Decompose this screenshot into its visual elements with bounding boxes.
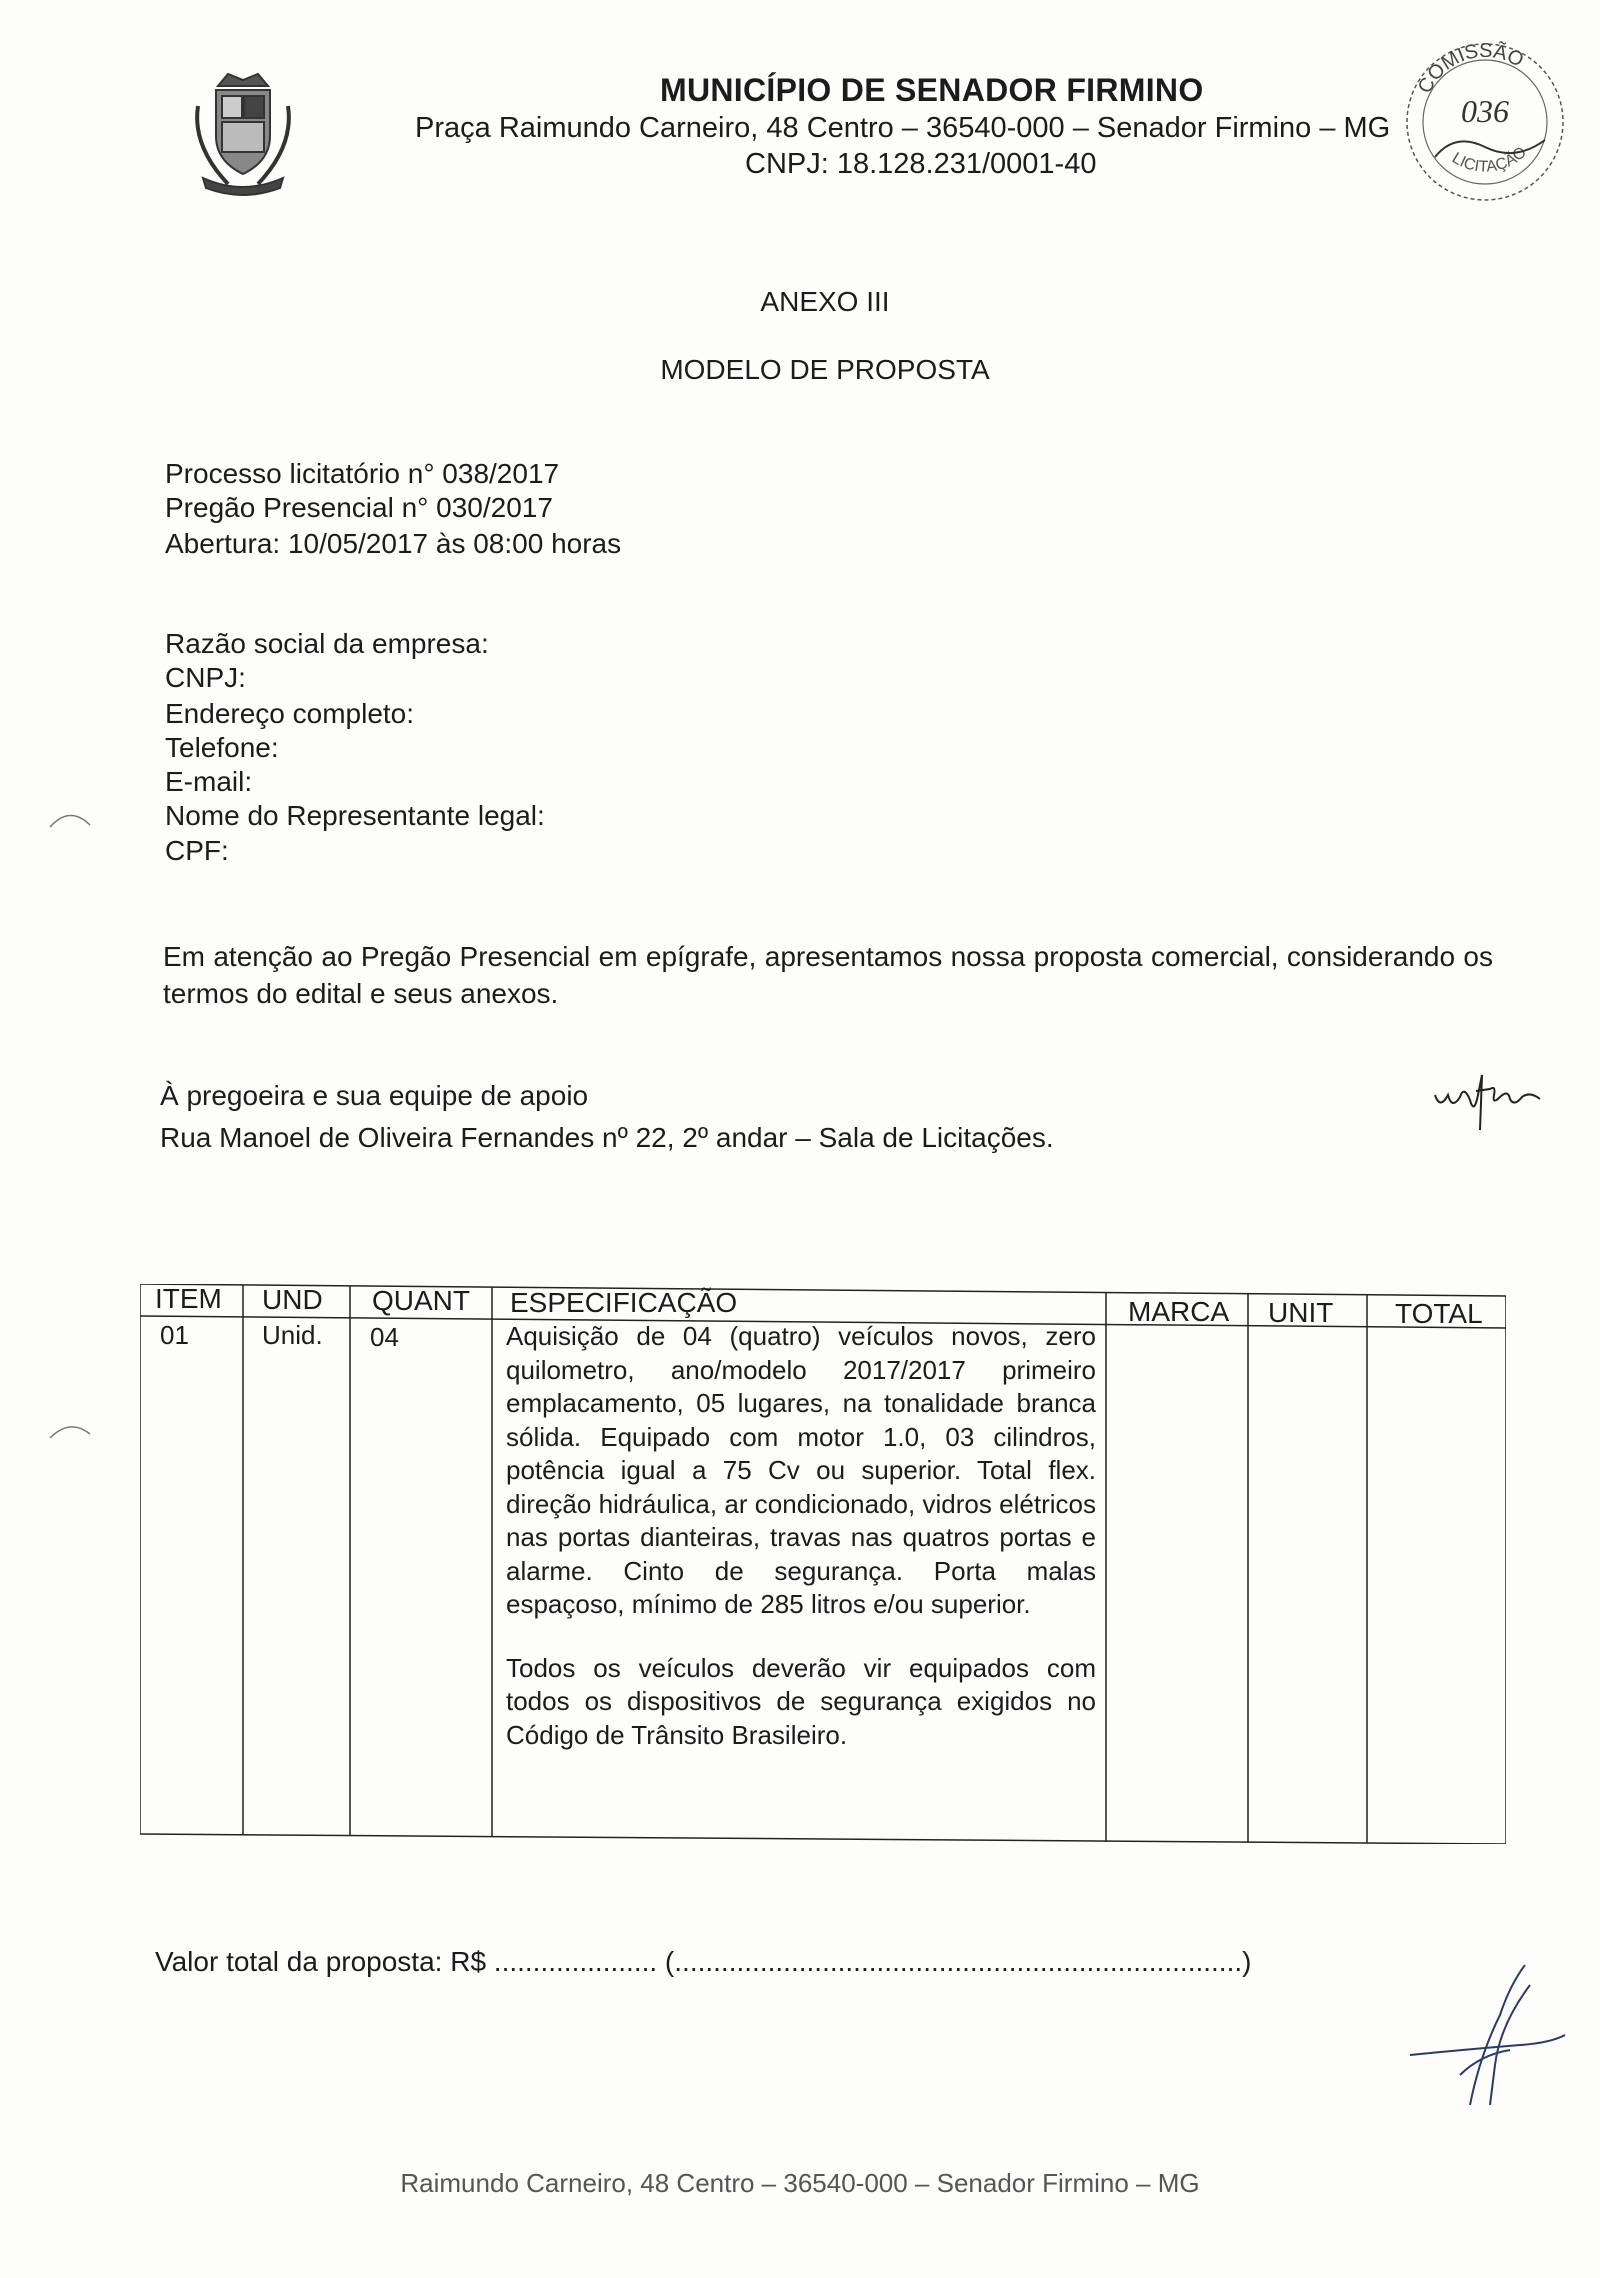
annex-heading: ANEXO III: [760, 286, 890, 317]
cell-und: Unid.: [262, 1320, 323, 1350]
handwritten-signature: [1400, 1955, 1570, 2115]
municipality-cnpj: CNPJ: 18.128.231/0001-40: [745, 148, 1097, 180]
cell-quant: 04: [370, 1322, 399, 1352]
process-number: Processo licitatório n° 038/2017: [165, 458, 560, 489]
handwritten-initials: [1430, 1055, 1550, 1135]
municipality-title: MUNICÍPIO DE SENADOR FIRMINO: [660, 72, 1204, 108]
spec-paragraph-safety: Todos os veículos deverão vir equipados com todos os dispositivos de segurança exigidos no Código de Trânsito Brasileiro.: [506, 1652, 1096, 1750]
cell-item: 01: [160, 1320, 189, 1350]
intro-paragraph: Em atenção ao Pregão Presencial em epígrafe, apresentamos nossa proposta comercial, considerando os termos do edital e seus anexos.: [163, 941, 1493, 1009]
field-address: Endereço completo:: [165, 698, 415, 729]
municipality-address: Praça Raimundo Carneiro, 48 Centro – 36540-000 – Senador Firmino – MG: [415, 112, 1391, 144]
cell-specification: [506, 1320, 1096, 1752]
recipient-address: Rua Manoel de Oliveira Fernandes nº 22, 2º andar – Sala de Licitações.: [160, 1122, 1054, 1153]
col-header-unit: UNIT: [1268, 1297, 1334, 1328]
margin-mark: [45, 1416, 95, 1446]
commission-stamp: [1395, 22, 1575, 212]
stamp-number: 036: [1461, 93, 1509, 129]
auction-number: Pregão Presencial n° 030/2017: [165, 492, 553, 523]
field-cpf: CPF:: [165, 835, 229, 866]
field-phone: Telefone:: [165, 732, 279, 763]
proposal-model-heading: MODELO DE PROPOSTA: [660, 354, 990, 385]
col-header-marca: MARCA: [1128, 1296, 1230, 1327]
page-footer-address: Raimundo Carneiro, 48 Centro – 36540-000 – Senador Firmino – MG: [400, 2168, 1200, 2198]
municipal-crest-icon: [188, 66, 298, 196]
recipient-line: À pregoeira e sua equipe de apoio: [160, 1080, 589, 1111]
field-legal-representative: Nome do Representante legal:: [165, 800, 545, 831]
margin-mark: [45, 805, 95, 835]
col-header-total: TOTAL: [1395, 1298, 1483, 1329]
opening-date: Abertura: 10/05/2017 às 08:00 horas: [165, 528, 622, 559]
col-header-spec: ESPECIFICAÇÃO: [510, 1287, 738, 1318]
field-company-name: Razão social da empresa:: [165, 628, 489, 659]
col-header-und: UND: [262, 1284, 323, 1315]
col-header-item: ITEM: [155, 1283, 222, 1314]
stamp-top-text: COMISSÃO: [1413, 39, 1528, 98]
spec-paragraph-vehicle: Aquisição de 04 (quatro) veículos novos, zero quilometro, ano/modelo 2017/2017 primeiro emplacamento, 05 lugares, na tonalidade branca sólida. Equipado com motor 1.0, 03 cilindros, potência igual a 75 Cv ou superior. Total flex. direção hidráulica, ar condicionado, vidros elétricos nas portas dianteiras, travas nas quatros portas e alarme. Cinto de segurança. Porta malas espaçoso, mínimo de 285 litros e/ou superior.: [506, 1321, 1096, 1619]
col-header-quant: QUANT: [372, 1285, 470, 1316]
field-cnpj: CNPJ:: [165, 662, 246, 693]
field-email: E-mail:: [165, 766, 253, 797]
proposal-total-line: Valor total da proposta: R$ ..................... (.........................................................................): [155, 1946, 1252, 1977]
stamp-bottom-text: LICITAÇÃO: [1448, 143, 1531, 176]
